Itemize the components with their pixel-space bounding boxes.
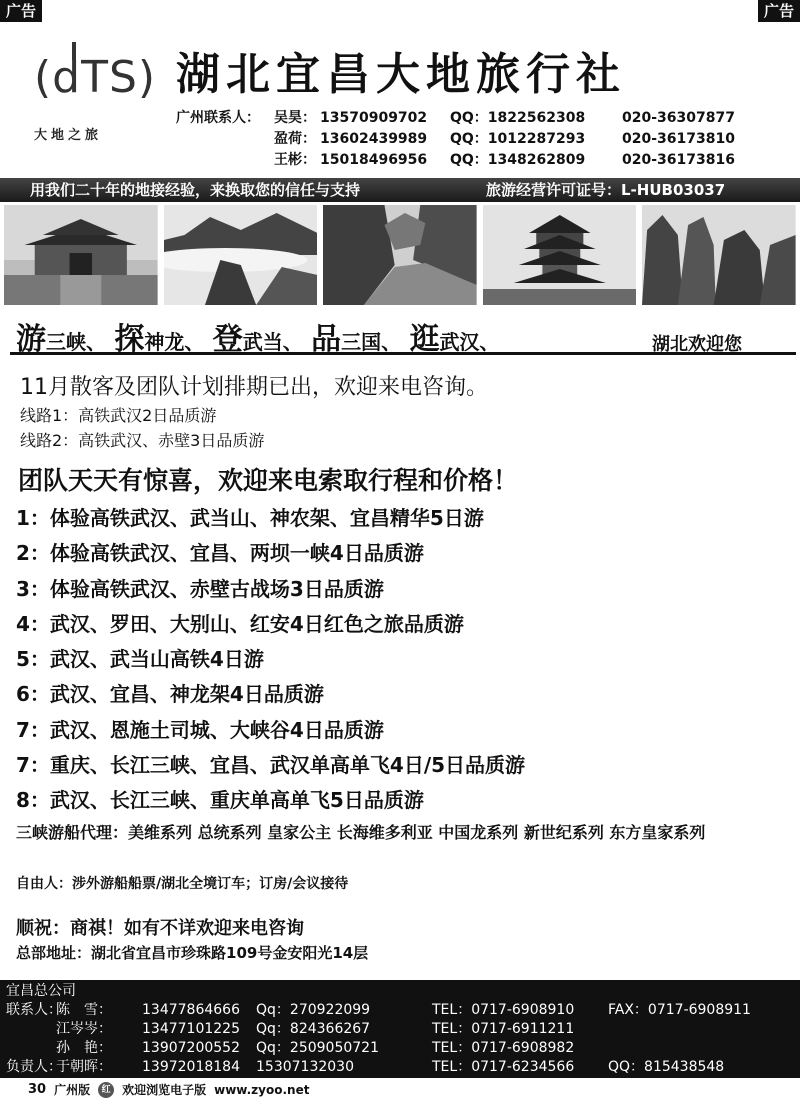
header bbox=[0, 30, 800, 180]
slogan-text: 用我们二十年的地接经验，来换取您的信任与支持 bbox=[30, 181, 361, 199]
footer-label: 负责人： bbox=[6, 1059, 62, 1075]
company-name: 湖北宜昌大地旅行社 bbox=[176, 49, 626, 100]
footer-phone: 13477101225 bbox=[142, 1021, 240, 1037]
footer-tel: TEL：0717-6908982 bbox=[432, 1040, 575, 1056]
team-headline: 团队天天有惊喜，欢迎来电索取行程和价格！ bbox=[18, 466, 519, 495]
route-item: 线路2：高铁武汉、赤壁3日品质游 bbox=[20, 431, 265, 450]
contacts-label-spacer bbox=[176, 150, 274, 171]
photo-yellow-crane-tower bbox=[483, 205, 637, 305]
photo-palace bbox=[4, 205, 158, 305]
e-edition-note: 欢迎浏览电子版 bbox=[122, 1083, 207, 1097]
edition-label: 广州版 bbox=[54, 1083, 91, 1097]
guangzhou-contacts bbox=[176, 108, 735, 171]
footer-phone: 13907200552 bbox=[142, 1040, 240, 1056]
destination-verb: 逛 bbox=[409, 322, 440, 357]
tour-item: 4：武汉、罗田、大别山、红安4日红色之旅品质游 bbox=[16, 611, 464, 636]
contact-name: 吴昊： bbox=[274, 110, 316, 126]
destination-place: 三峡、 bbox=[46, 330, 106, 354]
footer-title: 宜昌总公司 bbox=[6, 983, 76, 999]
tour-item: 6：武汉、宜昌、神龙架4日品质游 bbox=[16, 682, 324, 707]
contact-phone: 13602439989 bbox=[320, 131, 428, 147]
contact-qq: QQ：1348262809 bbox=[450, 152, 586, 168]
scenery-photos bbox=[4, 205, 796, 305]
route-item: 线路1：高铁武汉2日品质游 bbox=[20, 406, 217, 425]
footer-name: 陈 雪： bbox=[56, 1002, 112, 1018]
contact-qq: QQ：1012287293 bbox=[450, 131, 586, 147]
footer-tel: TEL：0717-6908910 bbox=[432, 1002, 575, 1018]
license-number: 旅游经营许可证号：L-HUB03037 bbox=[486, 181, 726, 199]
footer-label bbox=[6, 1039, 56, 1058]
destination-verb: 游 bbox=[16, 322, 46, 357]
page-number: 30 bbox=[28, 1082, 47, 1097]
tour-item: 2：体验高铁武汉、宜昌、两坝一峡4日品质游 bbox=[16, 541, 424, 566]
hq-address: 总部地址：湖北省宜昌市珍珠路109号金安阳光14层 bbox=[16, 944, 369, 962]
destination-place: 神龙、 bbox=[144, 330, 205, 354]
contact-row bbox=[176, 150, 735, 171]
tour-item: 7：重庆、长江三峡、宜昌、武汉单高单飞4日/5日品质游 bbox=[16, 753, 526, 778]
tour-item: 8：武汉、长江三峡、重庆单高单飞5日品质游 bbox=[16, 788, 424, 813]
contact-tel: 020-36173816 bbox=[622, 152, 735, 168]
contact-phone: 13570909702 bbox=[320, 110, 428, 126]
destination-place: 三国、 bbox=[341, 330, 402, 354]
footer-qq: 15307132030 bbox=[256, 1059, 354, 1075]
freelance-services: 自由人：涉外游船船票/湖北全境订车；订房/会议接待 bbox=[16, 876, 349, 892]
contact-row bbox=[176, 108, 735, 129]
closing-wish: 顺祝：商祺！如有不详欢迎来电咨询 bbox=[16, 918, 304, 939]
photo-cliffs bbox=[642, 205, 796, 305]
footer-qq: Qq：824366267 bbox=[256, 1021, 371, 1037]
footer-name: 于朝晖： bbox=[56, 1059, 112, 1075]
footer-qq: Qq：270922099 bbox=[256, 1002, 371, 1018]
website-url[interactable]: www.zyoo.net bbox=[214, 1082, 310, 1097]
contact-row bbox=[176, 129, 735, 150]
schedule-notice: 11月散客及团队计划排期已出，欢迎来电咨询。 bbox=[20, 375, 488, 400]
contact-name: 盈荷： bbox=[274, 131, 316, 147]
footer-label: 联系人： bbox=[6, 1002, 62, 1018]
destination-verb: 品 bbox=[311, 322, 342, 357]
footer-tel: TEL：0717-6234566 bbox=[432, 1059, 575, 1075]
logo-tagline: 大地之旅 bbox=[34, 128, 103, 143]
page-footer-line bbox=[28, 1081, 309, 1098]
footer-row bbox=[6, 1001, 794, 1020]
footer-phone: 13477864666 bbox=[142, 1002, 240, 1018]
edition-badge-icon: 红 bbox=[98, 1082, 114, 1098]
slogan-bar bbox=[0, 178, 800, 202]
destination-place: 武汉、 bbox=[439, 330, 500, 354]
tour-item: 7：武汉、恩施土司城、大峡谷4日品质游 bbox=[16, 717, 384, 742]
contact-tel: 020-36173810 bbox=[622, 131, 735, 147]
contact-tel: 020-36307877 bbox=[622, 110, 735, 126]
contact-name: 王彬： bbox=[274, 152, 316, 168]
destination-place: 武当、 bbox=[242, 330, 303, 354]
footer-tel: TEL：0717-6911211 bbox=[432, 1021, 575, 1037]
contacts-label: 广州联系人： bbox=[176, 110, 260, 126]
destination-list bbox=[16, 314, 499, 358]
tour-item: 3：体验高铁武汉、赤壁古战场3日品质游 bbox=[16, 576, 384, 601]
footer-extra: FAX：0717-6908911 bbox=[608, 1002, 751, 1018]
destination-verb: 探 bbox=[114, 322, 145, 357]
destination-verb: 登 bbox=[212, 322, 243, 357]
tour-item: 1：体验高铁武汉、武当山、神农架、宜昌精华5日游 bbox=[16, 506, 484, 530]
footer-row bbox=[6, 1039, 794, 1058]
photo-three-gorges bbox=[323, 205, 477, 305]
logo-mark: (dTS) bbox=[34, 52, 157, 103]
tour-list bbox=[16, 504, 796, 822]
footer-extra: QQ：815438548 bbox=[608, 1059, 725, 1075]
tour-item: 5：武汉、武当山高铁4日游 bbox=[16, 647, 264, 672]
ad-label-right: 广告 bbox=[758, 0, 800, 22]
footer-row bbox=[6, 1058, 794, 1077]
footer-label bbox=[6, 1020, 56, 1039]
footer-qq: Qq：2509050721 bbox=[256, 1040, 379, 1056]
cruise-agency: 三峡游船代理：美维系列 总统系列 皇家公主 长海维多利亚 中国龙系列 新世纪系列 东方皇家系列 bbox=[16, 823, 706, 842]
company-logo bbox=[28, 36, 157, 146]
contact-phone: 15018496956 bbox=[320, 152, 428, 168]
footer-row bbox=[6, 1020, 794, 1039]
contacts-label-spacer bbox=[176, 129, 274, 150]
footer-name: 孙 艳： bbox=[56, 1040, 112, 1056]
footer-contacts bbox=[0, 980, 800, 1078]
photo-mountain-clouds bbox=[164, 205, 318, 305]
destination-strip bbox=[0, 312, 800, 364]
contact-qq: QQ：1822562308 bbox=[450, 110, 586, 126]
welcome-text: 湖北欢迎您 bbox=[652, 334, 742, 355]
footer-name: 江岑岑： bbox=[56, 1021, 112, 1037]
ad-label-left: 广告 bbox=[0, 0, 42, 22]
footer-phone: 13972018184 bbox=[142, 1059, 240, 1075]
